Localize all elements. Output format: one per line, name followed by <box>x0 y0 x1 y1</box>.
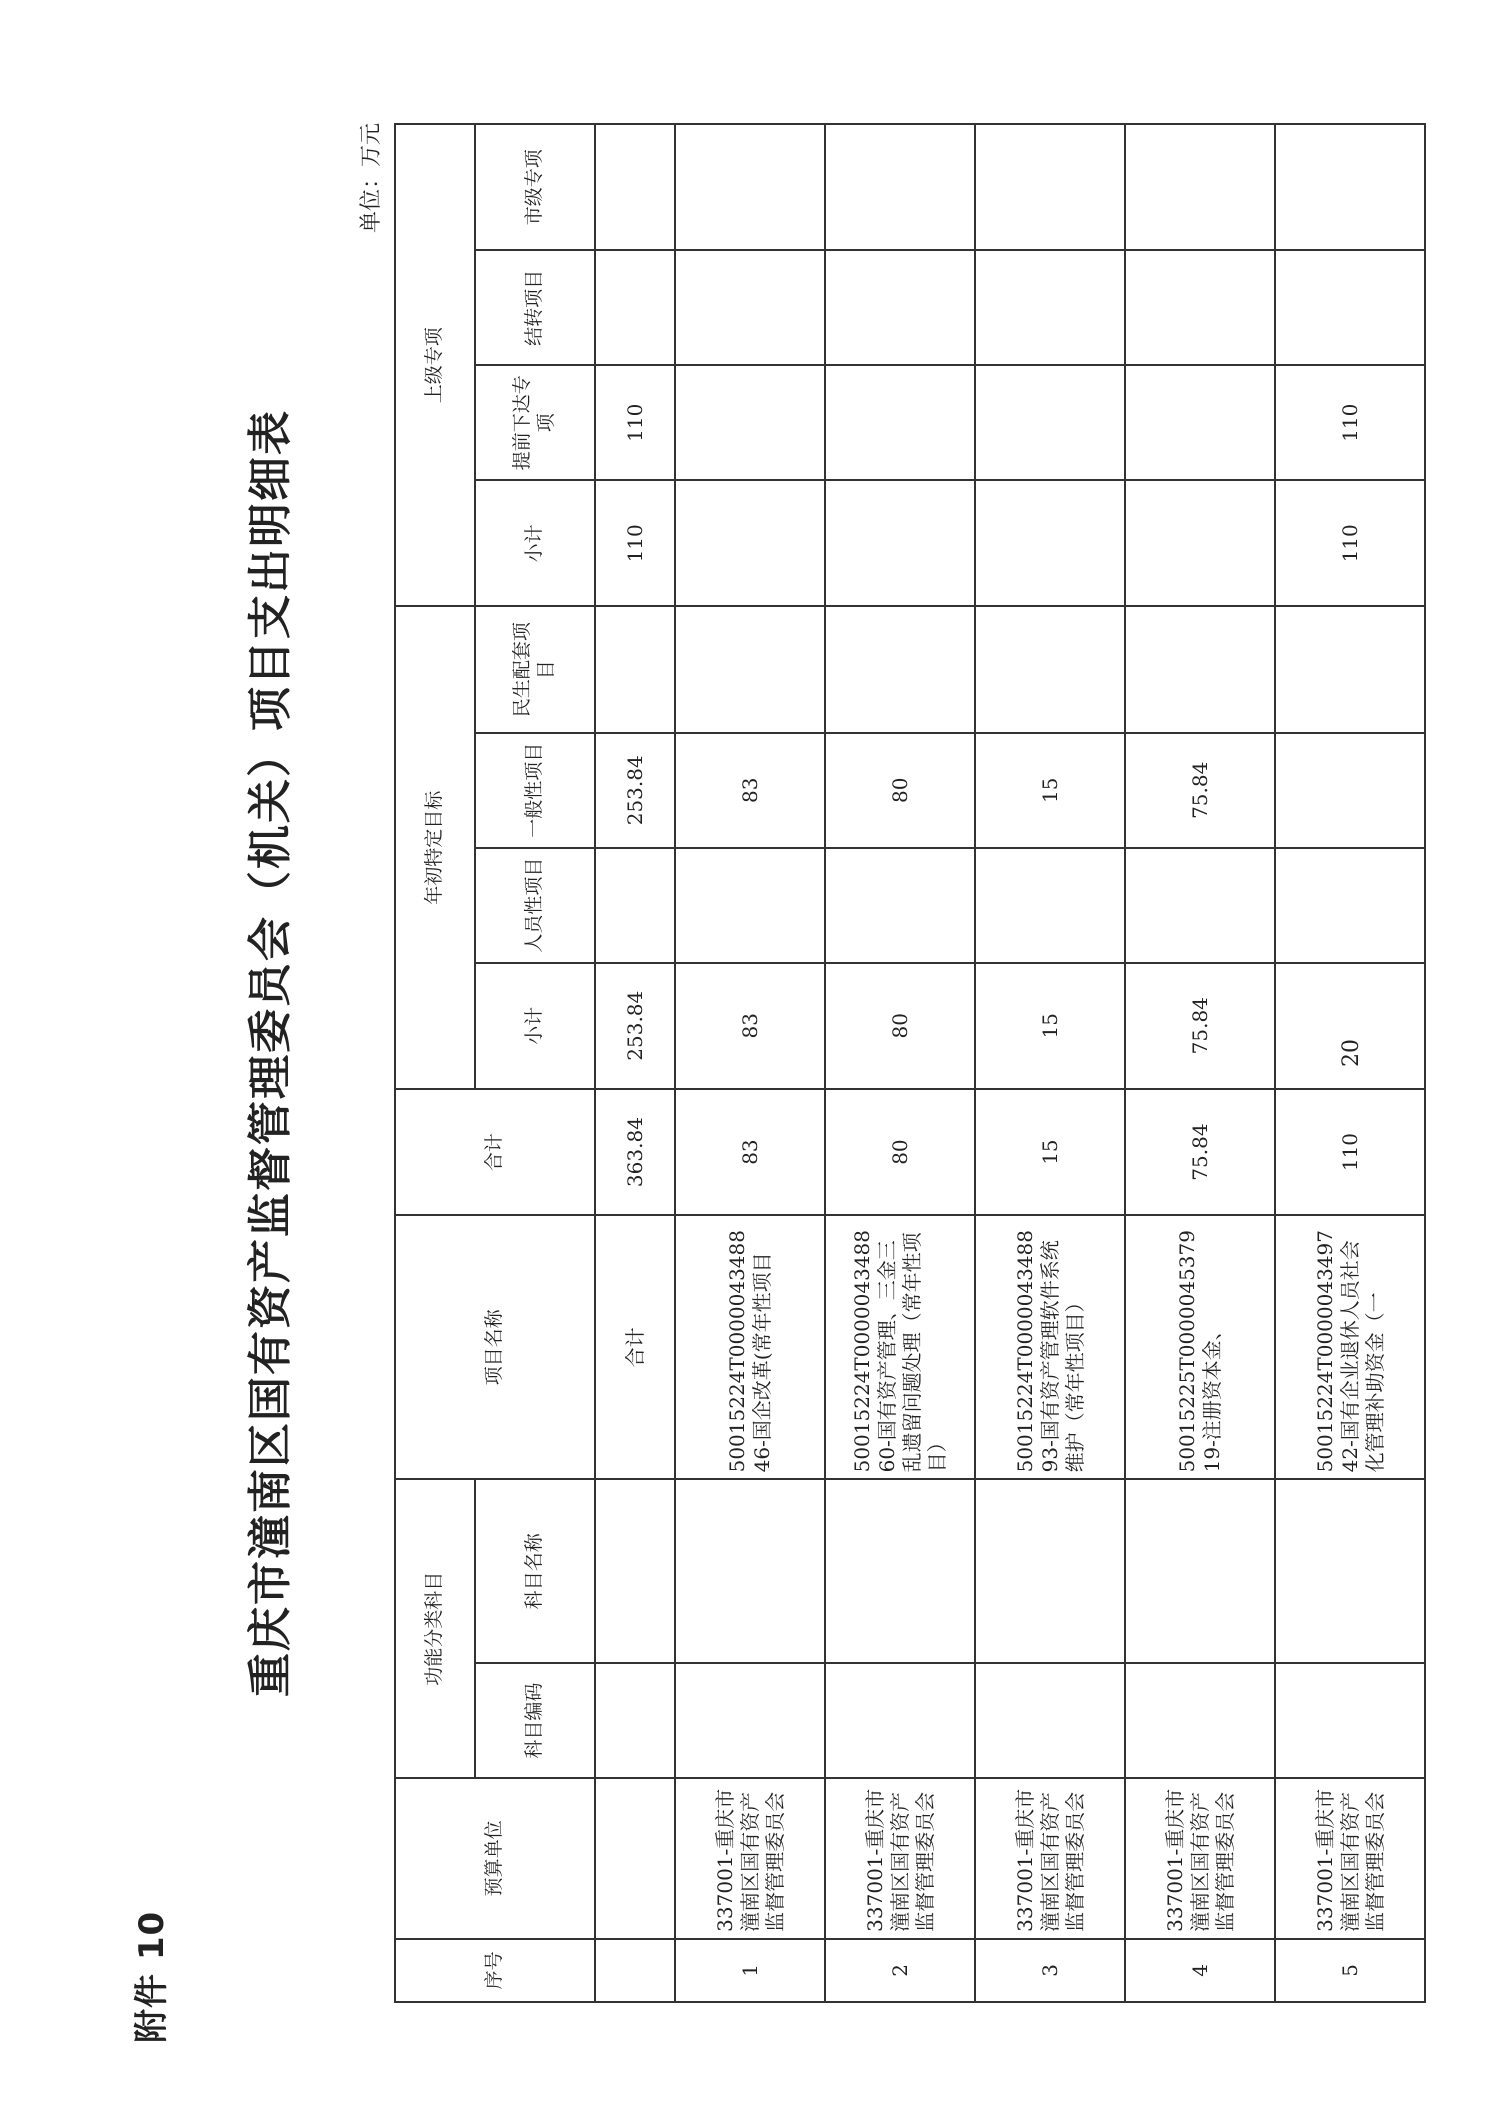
row-advance-special <box>675 365 825 480</box>
row-general-project: 83 <box>675 733 825 848</box>
row-seq: 2 <box>825 1939 975 2002</box>
col-annual-subtotal: 小计 <box>475 963 595 1089</box>
row-personnel-project <box>675 848 825 963</box>
row-livelihood-project <box>675 607 825 733</box>
table-row <box>1125 124 1275 2002</box>
row-total: 15 <box>975 1089 1125 1215</box>
budget-table <box>394 123 1426 2003</box>
row-personnel-project <box>975 848 1125 963</box>
row-superior-subtotal: 110 <box>1275 480 1425 606</box>
attachment-label: 附件 10 <box>132 1910 172 2043</box>
document-title: 重庆市潼南区国有资产监督管理委员会（机关）项目支出明细表 <box>245 409 296 1697</box>
row-total: 80 <box>825 1089 975 1215</box>
row-general-project: 75.84 <box>1125 733 1275 848</box>
row-seq: 5 <box>1275 1939 1425 2002</box>
row-seq: 3 <box>975 1939 1125 2002</box>
row-project-name: 50015224T000004348860-国有资产管理、三金三乱遗留问题处理（常年性项目） <box>825 1215 975 1479</box>
row-subject-name <box>825 1479 975 1663</box>
row-city-special <box>975 124 1125 250</box>
row-annual-subtotal: 75.84 <box>1125 963 1275 1089</box>
col-budget-unit: 预算单位 <box>395 1778 595 1939</box>
col-carryover-project: 结转项目 <box>475 250 595 365</box>
row-subject-name <box>975 1479 1125 1663</box>
row-advance-special <box>825 365 975 480</box>
col-city-special: 市级专项 <box>475 124 595 250</box>
row-livelihood-project <box>1125 607 1275 733</box>
col-general-project: 一般性项目 <box>475 733 595 848</box>
row-subject-name <box>675 1479 825 1663</box>
row-seq: 4 <box>1125 1939 1275 2002</box>
unit-label: 单位：万元 <box>359 123 384 234</box>
total-superior-subtotal: 110 <box>595 480 675 606</box>
row-budget-unit: 337001-重庆市潼南区国有资产监督管理委员会 <box>825 1778 975 1939</box>
col-superior-special: 上级专项 <box>395 124 475 607</box>
row-carryover-project <box>1125 250 1275 365</box>
header-row-1 <box>395 124 475 2002</box>
row-subject-name <box>1125 1479 1275 1663</box>
row-livelihood-project <box>825 607 975 733</box>
col-advance-special: 提前下达专项 <box>475 365 595 480</box>
table-row <box>975 124 1125 2002</box>
col-func-class: 功能分类科目 <box>395 1479 475 1778</box>
col-annual-target: 年初特定目标 <box>395 607 475 1089</box>
row-total: 83 <box>675 1089 825 1215</box>
row-city-special <box>825 124 975 250</box>
row-superior-subtotal <box>975 480 1125 606</box>
row-carryover-project <box>675 250 825 365</box>
page-number: 20 <box>1339 1039 1364 1067</box>
row-budget-unit: 337001-重庆市潼南区国有资产监督管理委员会 <box>975 1778 1125 1939</box>
row-advance-special <box>975 365 1125 480</box>
row-total: 110 <box>1275 1089 1425 1215</box>
total-city-special <box>595 124 675 250</box>
row-city-special <box>675 124 825 250</box>
row-carryover-project <box>825 250 975 365</box>
row-project-name: 50015224T000004349742-国有企业退休人员社会化管理补助资金（一 <box>1275 1215 1425 1479</box>
total-general-project: 253.84 <box>595 733 675 848</box>
col-subject-code: 科目编码 <box>475 1663 595 1778</box>
row-budget-unit: 337001-重庆市潼南区国有资产监督管理委员会 <box>675 1778 825 1939</box>
row-personnel-project <box>1125 848 1275 963</box>
total-row <box>595 124 675 2002</box>
row-superior-subtotal <box>1125 480 1275 606</box>
row-carryover-project <box>975 250 1125 365</box>
row-subject-code <box>975 1663 1125 1778</box>
total-seq <box>595 1939 675 2002</box>
header-row-2 <box>475 124 595 2002</box>
row-personnel-project <box>825 848 975 963</box>
row-annual-subtotal: 15 <box>975 963 1125 1089</box>
row-general-project: 15 <box>975 733 1125 848</box>
col-personnel-project: 人员性项目 <box>475 848 595 963</box>
row-superior-subtotal <box>825 480 975 606</box>
row-budget-unit: 337001-重庆市潼南区国有资产监督管理委员会 <box>1125 1778 1275 1939</box>
row-subject-code <box>1125 1663 1275 1778</box>
total-personnel-project <box>595 848 675 963</box>
row-general-project: 80 <box>825 733 975 848</box>
col-seq: 序号 <box>395 1939 595 2002</box>
table-row <box>825 124 975 2002</box>
row-project-name: 50015225T000004537919-注册资本金、 <box>1125 1215 1275 1479</box>
row-subject-code <box>675 1663 825 1778</box>
table-row <box>675 124 825 2002</box>
row-total: 75.84 <box>1125 1089 1275 1215</box>
row-project-name: 50015224T000004348846-国企改革(常年性项目 <box>675 1215 825 1479</box>
row-city-special <box>1125 124 1275 250</box>
row-annual-subtotal: 80 <box>825 963 975 1089</box>
total-advance-special: 110 <box>595 365 675 480</box>
col-total: 合计 <box>395 1089 595 1215</box>
total-budget-unit <box>595 1778 675 1939</box>
total-annual-subtotal: 253.84 <box>595 963 675 1089</box>
col-project-name: 项目名称 <box>395 1215 595 1479</box>
row-budget-unit: 337001-重庆市潼南区国有资产监督管理委员会 <box>1275 1778 1425 1939</box>
row-annual-subtotal: 83 <box>675 963 825 1089</box>
col-superior-subtotal: 小计 <box>475 480 595 606</box>
total-amount: 363.84 <box>595 1089 675 1215</box>
col-livelihood-project: 民生配套项目 <box>475 607 595 733</box>
total-carryover-project <box>595 250 675 365</box>
total-subject-name <box>595 1479 675 1663</box>
row-livelihood-project <box>975 607 1125 733</box>
row-subject-code <box>825 1663 975 1778</box>
total-subject-code <box>595 1663 675 1778</box>
total-livelihood-project <box>595 607 675 733</box>
row-project-name: 50015224T000004348893-国有资产管理软件系统维护（常年性项目） <box>975 1215 1125 1479</box>
document-sheet <box>94 63 1394 2043</box>
col-subject-name: 科目名称 <box>475 1479 595 1663</box>
total-label: 合计 <box>595 1215 675 1479</box>
row-superior-subtotal <box>675 480 825 606</box>
row-advance-special <box>1125 365 1275 480</box>
row-seq: 1 <box>675 1939 825 2002</box>
row-advance-special: 110 <box>1275 365 1425 480</box>
